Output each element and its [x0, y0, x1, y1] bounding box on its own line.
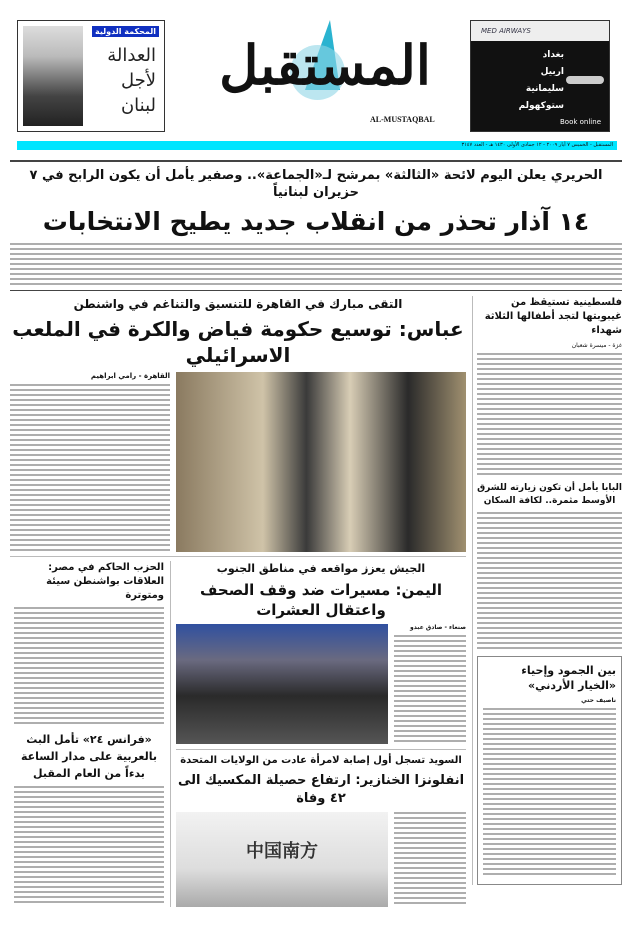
promo-badge: المحكمة الدولية — [92, 26, 159, 37]
abbas-mubarak-photo — [176, 372, 466, 552]
flu-headline[interactable]: انفلونزا الخنازير: ارتفاع حصيلة المكسيك الى ٤٢ وفاة — [177, 773, 465, 806]
yemen-conference-photo — [176, 624, 388, 744]
dateline-strip: المستقبل - الخميس ٧ أيار ٢٠٠٩ - ١٢ جمادى الأولى ١٤٣٠ هـ - العدد ٣١٤٧ — [17, 141, 617, 150]
abbas-kicker: التقى مبارك في القاهرة للتنسيق والتناغم في واشنطن — [73, 297, 403, 311]
palestine-headline[interactable]: فلسطينية تستيقظ من غيبوبتها لتجد أطفالها الثلاثة شهداء — [484, 297, 622, 336]
yemen-headline[interactable]: اليمن: مسيرات ضد وقف الصحف واعتقال العشرات — [200, 581, 442, 619]
portrait-photo — [23, 26, 83, 126]
abbas-headline[interactable]: عباس: توسيع حكومة فياض والكرة في الملعب الاسرائيلي — [12, 317, 464, 367]
abbas-byline: القاهرة - رامي ابراهيم — [90, 372, 170, 380]
airplane-icon — [566, 76, 604, 84]
jordan-headline: بين الجمود وإحياء «الخيار الأردني» — [521, 664, 616, 692]
promo-slogan: لبنان — [120, 95, 156, 116]
lead-headline[interactable]: ١٤ آذار تحذر من انقلاب جديد يطيح الانتخابات — [42, 207, 590, 236]
promo-slogan: لأجل — [120, 70, 156, 91]
jordan-box[interactable]: بين الجمود وإحياء «الخيار الأردني» ناصيف حتي — [477, 656, 622, 885]
airplane-photo: 中国南方 — [176, 812, 388, 907]
lead-kicker: الحريري يعلن اليوم لائحة «الثالثة» بمرشح لـ«الجماعة».. وصفير يأمل أن يكون الرابح في ٧ حزيران لبنانياً — [29, 168, 603, 200]
airline-ad[interactable]: MED AIRWAYS بغداد اربيل سليمانية ستوكهولم Book online — [470, 20, 610, 132]
book-online-link[interactable]: Book online — [560, 118, 601, 126]
promo-slogan: العدالة — [107, 45, 156, 66]
flu-kicker: السويد تسجل أول إصابة لامرأة عادت من الولايات المتحدة — [180, 755, 462, 766]
promo-box[interactable] — [17, 20, 165, 132]
yemen-kicker: الجيش يعزز مواقعه في مناطق الجنوب — [216, 562, 426, 575]
france24-headline[interactable]: «فرانس ٢٤» تأمل البث بالعربية على مدار الساعة بدءاً من العام المقبل — [20, 733, 158, 780]
pope-headline[interactable]: البابا يأمل أن تكون زيارته للشرق الأوسط مثمرة.. لكافة السكان — [477, 483, 622, 506]
masthead-logo: المستقبل AL-MUSTAQBAL — [185, 15, 465, 135]
egypt-headline[interactable]: الحزب الحاكم في مصر: العلاقات بواشنطن سيئة ومتوترة — [46, 562, 164, 601]
